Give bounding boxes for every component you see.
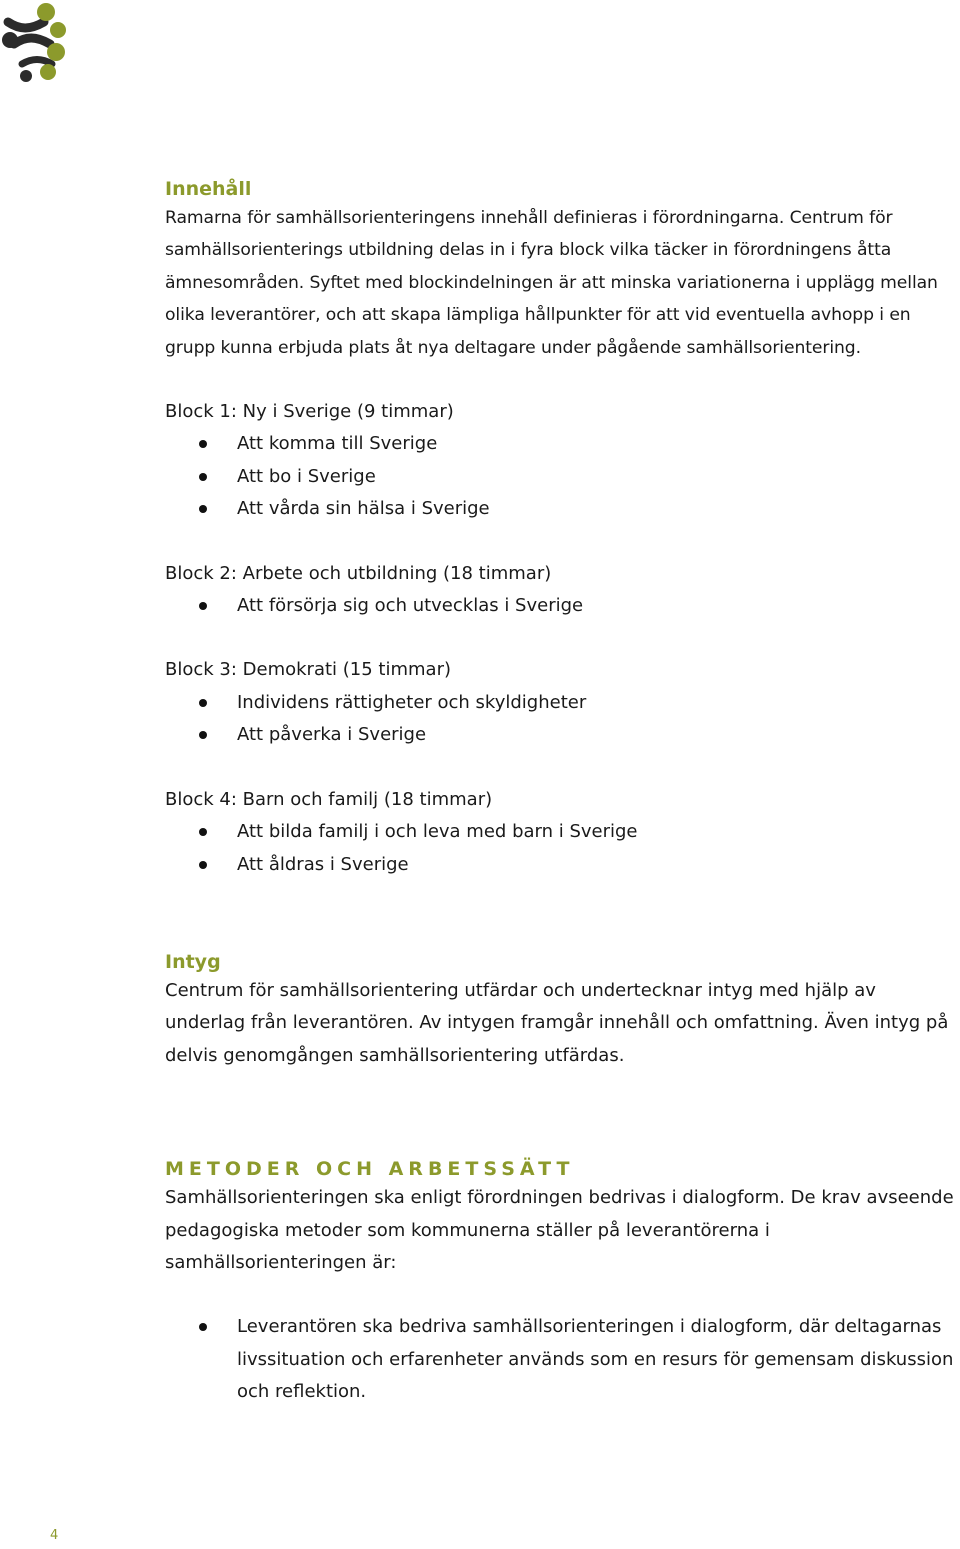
metoder-list bbox=[165, 1311, 960, 1408]
document-body bbox=[165, 176, 960, 1409]
section-heading-innehall: Innehåll bbox=[165, 178, 252, 200]
metoder-section bbox=[165, 1156, 960, 1408]
list-item: Att bo i Sverige bbox=[165, 461, 960, 493]
block-2 bbox=[165, 558, 960, 623]
block-title: Block 2: Arbete och utbildning (18 timmar) bbox=[165, 562, 552, 584]
block-title: Block 1: Ny i Sverige (9 timmar) bbox=[165, 401, 454, 423]
innehall-paragraph: Ramarna för samhällsorienteringens innehåll definieras i förordningarna. Centrum för samhällsorienterings utbildning delas in i fyra block vilka täcker in förordningens åtta ämnesområden. Syftet med blockindelningen är att minska variationerna i upplägg mellan olika leverantörer, och att skapa lämpliga hållpunkter för att vid eventuella avhopp i en grupp kunna erbjuda plats åt nya deltagare under pågående samhällsorientering. bbox=[165, 208, 938, 358]
block-3 bbox=[165, 654, 960, 751]
block-1 bbox=[165, 396, 960, 526]
list-item: Att vårda sin hälsa i Sverige bbox=[165, 493, 960, 525]
intyg-section bbox=[165, 949, 960, 1072]
list-item: Att komma till Sverige bbox=[165, 428, 960, 460]
block-title: Block 4: Barn och familj (18 timmar) bbox=[165, 788, 493, 810]
metoder-paragraph: Samhällsorienteringen ska enligt förordningen bedrivas i dialogform. De krav avseende pedagogiska metoder som kommunerna ställer på leverantörerna i samhällsorienteringen är: bbox=[165, 1187, 954, 1273]
page-number: 4 bbox=[50, 1528, 59, 1543]
list-item: Att bilda familj i och leva med barn i Sverige bbox=[165, 816, 960, 848]
list-item: Att åldras i Sverige bbox=[165, 849, 960, 881]
block-title: Block 3: Demokrati (15 timmar) bbox=[165, 659, 451, 681]
block-list bbox=[165, 687, 960, 752]
list-item: Att påverka i Sverige bbox=[165, 719, 960, 751]
list-item: Individens rättigheter och skyldigheter bbox=[165, 687, 960, 719]
list-item: Leverantören ska bedriva samhällsorienteringen i dialogform, där deltagarnas livssituation och erfarenheter används som en resurs för gemensam diskussion och reflektion. bbox=[165, 1311, 960, 1408]
section-heading-metoder: METODER OCH ARBETSSÄTT bbox=[165, 1158, 575, 1181]
block-4 bbox=[165, 784, 960, 881]
block-list bbox=[165, 816, 960, 881]
block-list bbox=[165, 428, 960, 525]
block-list bbox=[165, 590, 960, 622]
section-heading-intyg: Intyg bbox=[165, 950, 221, 973]
organization-logo bbox=[0, 0, 72, 86]
list-item: Att försörja sig och utvecklas i Sverige bbox=[165, 590, 960, 622]
intyg-paragraph: Centrum för samhällsorientering utfärdar och undertecknar intyg med hjälp av underlag från leverantören. Av intygen framgår innehåll och omfattning. Även intyg på delvis genomgången samhällsorientering utfärdas. bbox=[165, 979, 949, 1066]
